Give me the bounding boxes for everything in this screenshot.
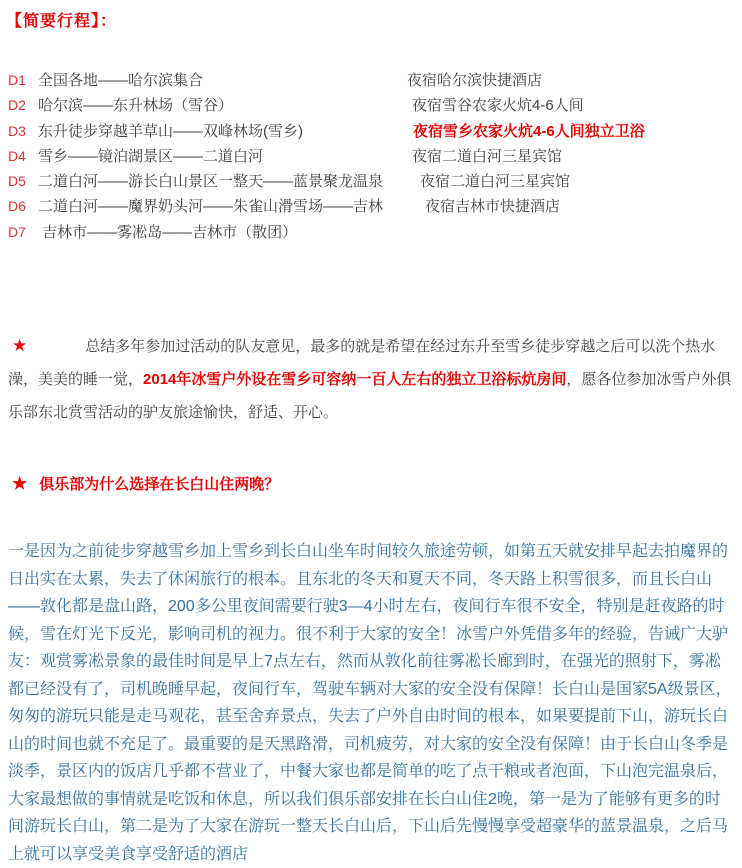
stay-text: 夜宿雪谷农家火炕4-6人间 bbox=[412, 97, 584, 115]
itinerary-list bbox=[0, 68, 742, 245]
stay-text: 夜宿二道白河三星宾馆 bbox=[412, 147, 563, 165]
itinerary-row-d1 bbox=[0, 68, 742, 93]
route-text: 雪乡——镜泊湖景区——二道白河 bbox=[38, 147, 264, 165]
route-text: 二道白河——魔界奶头河——朱雀山滑雪场——吉林 bbox=[38, 198, 384, 216]
page-title: 【简要行程】： bbox=[6, 13, 118, 30]
stay-text: 夜宿二道白河三星宾馆 bbox=[420, 173, 571, 191]
summary-lead-text: 总结多年参加过活动的队友意见，最多的就是希望在经过东升至雪乡徒步穿越之后可以洗个热水澡，美美的睡一觉， bbox=[8, 338, 716, 388]
stay-text: 夜宿吉林市快捷酒店 bbox=[425, 198, 561, 216]
day-label: D5 bbox=[8, 173, 26, 190]
summary-highlight-text: 2014年冰雪户外设在雪乡可容纳一百人左右的独立卫浴标炕房间 bbox=[143, 371, 567, 388]
itinerary-row-d2 bbox=[0, 93, 742, 118]
itinerary-row-d7 bbox=[0, 220, 742, 245]
star-icon: ★ bbox=[12, 474, 28, 493]
route-text: 吉林市——雾凇岛——吉林市（散团） bbox=[38, 223, 298, 241]
itinerary-row-d6 bbox=[0, 194, 742, 219]
route-text: 全国各地——哈尔滨集合 bbox=[38, 72, 204, 89]
itinerary-row-d3 bbox=[0, 119, 742, 144]
itinerary-row-d5 bbox=[0, 169, 742, 194]
day-label: D2 bbox=[8, 97, 26, 114]
route-text: 东升徒步穿越羊草山——双峰林场(雪乡) bbox=[38, 122, 303, 140]
summary-paragraph bbox=[8, 329, 734, 429]
itinerary-row-d4 bbox=[0, 144, 742, 169]
day-label: D6 bbox=[8, 198, 26, 215]
stay-text: 夜宿哈尔滨快捷酒店 bbox=[407, 72, 543, 89]
day-label: D1 bbox=[8, 72, 26, 88]
stay-text-highlighted: 夜宿雪乡农家火炕4-6人间独立卫浴 bbox=[413, 122, 645, 140]
route-text: 哈尔滨——东升林场（雪谷） bbox=[38, 97, 234, 115]
answer-paragraph: 一是因为之前徒步穿越雪乡加上雪乡到长白山坐车时间较久旅途劳顿，如第五天就安排早起去拍魔界的日出实在太累，失去了休闲旅行的根本。且东北的冬天和夏天不同，冬天路上积雪很多，而且长白山——敦化都是盘山路，200多公里夜间需要行驶3—4小时左右，夜间行车很不安全，特别是赶夜路的时候，雪在灯光下反光，影响司机的视力。很不利于大家的安全！冰雪户外凭借多年的经验，告诫广大驴友：观赏雾凇景象的最佳时间是早上7点左右，然而从敦化前往雾凇长廊到时，在强光的照射下，雾凇都已经没有了，司机晚睡早起，夜间行车，驾驶车辆对大家的安全没有保障！长白山是国家5A级景区，匆匆的游玩只能是走马观花，甚至舍弃景点，失去了户外自由时间的根本，如果要提前下山，游玩长白山的时间也就不充足了。最重要的是天黑路滑，司机疲劳，对大家的安全没有保障！由于长白山冬季是淡季，景区内的饭店几乎都不营业了，中餐大家也都是简单的吃了点干粮或者泡面，下山泡完温泉后，大家最想做的事情就是吃饭和休息，所以我们俱乐部安排在长白山住2晚，第一是为了能够有更多的时间游玩长白山，第二是为了大家在游玩一整天长白山后，下山后先慢慢享受超豪华的蓝景温泉，之后马上就可以享受美食享受舒适的酒店 bbox=[8, 543, 732, 863]
day-label: D7 bbox=[8, 223, 26, 240]
summary-tail-text: ，愿各位参加冰雪户外俱乐部东北赏雪活动的驴友旅途愉快，舒适、开心。 bbox=[8, 371, 732, 421]
day-label: D4 bbox=[8, 147, 26, 164]
question-heading bbox=[8, 472, 734, 497]
question-text: 俱乐部为什么选择在长白山住两晚？ bbox=[39, 476, 280, 493]
day-label: D3 bbox=[8, 122, 26, 139]
star-icon: ★ bbox=[12, 336, 28, 355]
route-text: 二道白河——游长白山景区一整天——蓝景聚龙温泉 bbox=[38, 173, 384, 191]
